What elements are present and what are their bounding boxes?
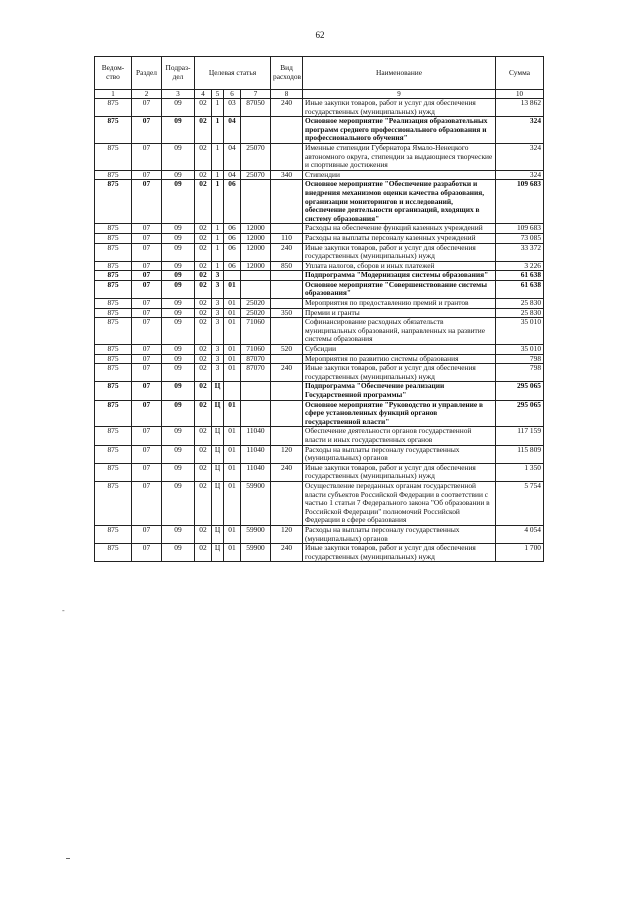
cell-vid-raskhodov: 240 xyxy=(271,243,303,261)
cell-razdel: 07 xyxy=(132,261,162,271)
cell-tselevaya-3: 01 xyxy=(224,400,241,427)
cell-tselevaya-2: 3 xyxy=(212,271,224,281)
cell-razdel: 07 xyxy=(132,243,162,261)
column-number: 9 xyxy=(303,90,496,99)
cell-razdel: 07 xyxy=(132,170,162,180)
cell-naimenovanie: Иные закупки товаров, работ и услуг для обеспечения государственных (муниципальных) нужд xyxy=(303,463,496,481)
cell-tselevaya-4: 59900 xyxy=(241,525,271,543)
table-row xyxy=(95,427,544,445)
cell-vid-raskhodov: 120 xyxy=(271,525,303,543)
cell-tselevaya-1: 02 xyxy=(195,271,212,281)
cell-tselevaya-4: 25020 xyxy=(241,308,271,318)
cell-summa: 35 010 xyxy=(496,345,544,355)
cell-vedomstvo: 875 xyxy=(95,261,132,271)
cell-podrazdel: 09 xyxy=(162,280,195,298)
cell-tselevaya-4 xyxy=(241,280,271,298)
cell-naimenovanie: Расходы на обеспечение функций казенных учреждений xyxy=(303,224,496,234)
cell-podrazdel: 09 xyxy=(162,261,195,271)
cell-vid-raskhodov xyxy=(271,143,303,170)
column-number: 10 xyxy=(496,90,544,99)
col-header-tselevaya-statya: Целевая статья xyxy=(195,57,271,90)
cell-summa: 1 700 xyxy=(496,544,544,562)
cell-naimenovanie: Основное мероприятие "Реализация образовательных программ среднего профессионального образования и профессионального обучения" xyxy=(303,117,496,144)
cell-tselevaya-1: 02 xyxy=(195,364,212,382)
cell-summa: 61 638 xyxy=(496,280,544,298)
table-row xyxy=(95,299,544,309)
cell-podrazdel: 09 xyxy=(162,364,195,382)
table-row xyxy=(95,445,544,463)
cell-tselevaya-4: 59900 xyxy=(241,481,271,525)
col-header-naimenovanie: Наименование xyxy=(303,57,496,90)
cell-tselevaya-1: 02 xyxy=(195,481,212,525)
cell-vid-raskhodov xyxy=(271,299,303,309)
column-number: 4 xyxy=(195,90,212,99)
cell-tselevaya-2: 3 xyxy=(212,280,224,298)
cell-vedomstvo: 875 xyxy=(95,243,132,261)
cell-tselevaya-3: 04 xyxy=(224,170,241,180)
table-row xyxy=(95,463,544,481)
dot-icon xyxy=(66,858,70,859)
cell-summa: 295 065 xyxy=(496,400,544,427)
table-row xyxy=(95,525,544,543)
cell-vedomstvo: 875 xyxy=(95,463,132,481)
cell-podrazdel: 09 xyxy=(162,180,195,224)
cell-vedomstvo: 875 xyxy=(95,354,132,364)
cell-tselevaya-1: 02 xyxy=(195,400,212,427)
cell-tselevaya-3 xyxy=(224,382,241,400)
table-row xyxy=(95,224,544,234)
cell-razdel: 07 xyxy=(132,224,162,234)
cell-vid-raskhodov xyxy=(271,427,303,445)
cell-tselevaya-3: 01 xyxy=(224,345,241,355)
cell-vid-raskhodov: 240 xyxy=(271,364,303,382)
cell-tselevaya-1: 02 xyxy=(195,544,212,562)
cell-tselevaya-2: 1 xyxy=(212,180,224,224)
cell-tselevaya-2: 1 xyxy=(212,117,224,144)
cell-naimenovanie: Подпрограмма "Модернизация системы образования" xyxy=(303,271,496,281)
cell-summa: 295 065 xyxy=(496,382,544,400)
cell-razdel: 07 xyxy=(132,117,162,144)
cell-tselevaya-2: Ц xyxy=(212,481,224,525)
cell-tselevaya-2: 3 xyxy=(212,354,224,364)
cell-tselevaya-1: 02 xyxy=(195,525,212,543)
cell-naimenovanie: Расходы на выплаты персоналу государственных (муниципальных) органов xyxy=(303,525,496,543)
cell-vid-raskhodov: 120 xyxy=(271,445,303,463)
cell-tselevaya-2: 3 xyxy=(212,345,224,355)
cell-naimenovanie: Софинансирование расходных обязательств муниципальных образований, направленных на развитие системы образования xyxy=(303,318,496,345)
budget-table xyxy=(94,56,544,562)
cell-tselevaya-3: 01 xyxy=(224,544,241,562)
cell-vedomstvo: 875 xyxy=(95,180,132,224)
col-header-razdel: Раздел xyxy=(132,57,162,90)
cell-vid-raskhodov xyxy=(271,224,303,234)
table-row xyxy=(95,180,544,224)
cell-summa: 13 862 xyxy=(496,99,544,117)
cell-tselevaya-2: 3 xyxy=(212,318,224,345)
cell-razdel: 07 xyxy=(132,354,162,364)
cell-naimenovanie: Расходы на выплаты персоналу казенных учреждений xyxy=(303,233,496,243)
cell-tselevaya-3: 06 xyxy=(224,261,241,271)
cell-tselevaya-2: 3 xyxy=(212,364,224,382)
cell-razdel: 07 xyxy=(132,233,162,243)
cell-podrazdel: 09 xyxy=(162,170,195,180)
cell-vedomstvo: 875 xyxy=(95,318,132,345)
cell-summa: 73 085 xyxy=(496,233,544,243)
cell-tselevaya-1: 02 xyxy=(195,261,212,271)
column-number: 7 xyxy=(241,90,271,99)
cell-tselevaya-3: 06 xyxy=(224,243,241,261)
cell-vid-raskhodov xyxy=(271,382,303,400)
cell-tselevaya-2: Ц xyxy=(212,463,224,481)
cell-vid-raskhodov: 240 xyxy=(271,99,303,117)
cell-naimenovanie: Подпрограмма "Обеспечение реализации Государственной программы" xyxy=(303,382,496,400)
cell-podrazdel: 09 xyxy=(162,233,195,243)
cell-podrazdel: 09 xyxy=(162,143,195,170)
cell-tselevaya-2: 1 xyxy=(212,233,224,243)
cell-vid-raskhodov: 240 xyxy=(271,463,303,481)
cell-razdel: 07 xyxy=(132,180,162,224)
cell-tselevaya-3: 01 xyxy=(224,308,241,318)
cell-tselevaya-2: 1 xyxy=(212,170,224,180)
cell-summa: 798 xyxy=(496,354,544,364)
cell-vedomstvo: 875 xyxy=(95,143,132,170)
cell-tselevaya-4: 71060 xyxy=(241,318,271,345)
cell-tselevaya-2: 1 xyxy=(212,243,224,261)
cell-tselevaya-1: 02 xyxy=(195,143,212,170)
cell-podrazdel: 09 xyxy=(162,427,195,445)
cell-razdel: 07 xyxy=(132,427,162,445)
cell-vid-raskhodov xyxy=(271,180,303,224)
cell-vid-raskhodov xyxy=(271,318,303,345)
cell-tselevaya-4: 12000 xyxy=(241,243,271,261)
cell-podrazdel: 09 xyxy=(162,243,195,261)
cell-vid-raskhodov: 850 xyxy=(271,261,303,271)
cell-tselevaya-1: 02 xyxy=(195,318,212,345)
cell-tselevaya-4 xyxy=(241,180,271,224)
cell-naimenovanie: Премии и гранты xyxy=(303,308,496,318)
cell-vedomstvo: 875 xyxy=(95,525,132,543)
cell-vedomstvo: 875 xyxy=(95,345,132,355)
cell-vedomstvo: 875 xyxy=(95,271,132,281)
cell-razdel: 07 xyxy=(132,364,162,382)
cell-vedomstvo: 875 xyxy=(95,117,132,144)
cell-summa: 25 830 xyxy=(496,299,544,309)
cell-razdel: 07 xyxy=(132,400,162,427)
cell-tselevaya-4: 11040 xyxy=(241,463,271,481)
cell-tselevaya-1: 02 xyxy=(195,280,212,298)
cell-naimenovanie: Стипендии xyxy=(303,170,496,180)
cell-podrazdel: 09 xyxy=(162,117,195,144)
cell-naimenovanie: Именные стипендии Губернатора Ямало-Ненецкого автономного округа, стипендии за выдающиеся творческие и спортивные достижения xyxy=(303,143,496,170)
cell-tselevaya-4: 11040 xyxy=(241,445,271,463)
cell-tselevaya-2: Ц xyxy=(212,544,224,562)
cell-tselevaya-2: 1 xyxy=(212,224,224,234)
cell-tselevaya-4: 25020 xyxy=(241,299,271,309)
cell-tselevaya-4 xyxy=(241,117,271,144)
cell-vedomstvo: 875 xyxy=(95,481,132,525)
cell-podrazdel: 09 xyxy=(162,525,195,543)
cell-vid-raskhodov xyxy=(271,271,303,281)
col-header-vid-raskhodov: Вид расходов xyxy=(271,57,303,90)
cell-vedomstvo: 875 xyxy=(95,99,132,117)
cell-tselevaya-4: 11040 xyxy=(241,427,271,445)
cell-vid-raskhodov xyxy=(271,481,303,525)
cell-naimenovanie: Расходы на выплаты персоналу государственных (муниципальных) органов xyxy=(303,445,496,463)
cell-tselevaya-1: 02 xyxy=(195,463,212,481)
cell-vid-raskhodov xyxy=(271,117,303,144)
cell-tselevaya-3: 06 xyxy=(224,180,241,224)
cell-tselevaya-4: 12000 xyxy=(241,261,271,271)
cell-vid-raskhodov xyxy=(271,280,303,298)
col-header-vedomstvo: Ведом- ство xyxy=(95,57,132,90)
cell-razdel: 07 xyxy=(132,345,162,355)
cell-podrazdel: 09 xyxy=(162,354,195,364)
cell-tselevaya-3: 01 xyxy=(224,463,241,481)
column-number: 3 xyxy=(162,90,195,99)
cell-tselevaya-3: 01 xyxy=(224,299,241,309)
cell-naimenovanie: Основное мероприятие "Совершенствование системы образования" xyxy=(303,280,496,298)
cell-naimenovanie: Иные закупки товаров, работ и услуг для обеспечения государственных (муниципальных) нужд xyxy=(303,243,496,261)
table-row xyxy=(95,544,544,562)
cell-tselevaya-1: 02 xyxy=(195,382,212,400)
cell-tselevaya-1: 02 xyxy=(195,308,212,318)
col-header-summa: Сумма xyxy=(496,57,544,90)
cell-summa: 1 350 xyxy=(496,463,544,481)
table-row xyxy=(95,233,544,243)
cell-tselevaya-1: 02 xyxy=(195,243,212,261)
cell-summa: 115 809 xyxy=(496,445,544,463)
table-row xyxy=(95,382,544,400)
cell-naimenovanie: Основное мероприятие "Руководство и управление в сфере установленных функций органов государственной власти" xyxy=(303,400,496,427)
cell-vedomstvo: 875 xyxy=(95,308,132,318)
cell-tselevaya-1: 02 xyxy=(195,427,212,445)
cell-razdel: 07 xyxy=(132,280,162,298)
cell-summa: 117 159 xyxy=(496,427,544,445)
cell-tselevaya-2: Ц xyxy=(212,445,224,463)
cell-tselevaya-1: 02 xyxy=(195,170,212,180)
cell-tselevaya-3: 01 xyxy=(224,427,241,445)
cell-naimenovanie: Иные закупки товаров, работ и услуг для обеспечения государственных (муниципальных) нужд xyxy=(303,99,496,117)
cell-summa: 5 754 xyxy=(496,481,544,525)
cell-podrazdel: 09 xyxy=(162,544,195,562)
cell-podrazdel: 09 xyxy=(162,445,195,463)
cell-razdel: 07 xyxy=(132,143,162,170)
cell-podrazdel: 09 xyxy=(162,345,195,355)
cell-vedomstvo: 875 xyxy=(95,299,132,309)
cell-naimenovanie: Иные закупки товаров, работ и услуг для обеспечения государственных (муниципальных) нужд xyxy=(303,364,496,382)
cell-tselevaya-3: 01 xyxy=(224,525,241,543)
cell-vid-raskhodov: 520 xyxy=(271,345,303,355)
table-header-row xyxy=(95,57,544,90)
cell-tselevaya-3: 01 xyxy=(224,445,241,463)
cell-naimenovanie: Иные закупки товаров, работ и услуг для обеспечения государственных (муниципальных) нужд xyxy=(303,544,496,562)
cell-vedomstvo: 875 xyxy=(95,544,132,562)
cell-podrazdel: 09 xyxy=(162,463,195,481)
cell-razdel: 07 xyxy=(132,299,162,309)
cell-naimenovanie: Мероприятия по развитию системы образования xyxy=(303,354,496,364)
cell-razdel: 07 xyxy=(132,99,162,117)
cell-summa: 25 830 xyxy=(496,308,544,318)
cell-podrazdel: 09 xyxy=(162,308,195,318)
cell-summa: 109 683 xyxy=(496,224,544,234)
cell-tselevaya-2: Ц xyxy=(212,427,224,445)
cell-razdel: 07 xyxy=(132,463,162,481)
cell-tselevaya-4: 25070 xyxy=(241,143,271,170)
cell-vid-raskhodov: 110 xyxy=(271,233,303,243)
cell-tselevaya-4 xyxy=(241,400,271,427)
cell-tselevaya-2: 1 xyxy=(212,261,224,271)
cell-razdel: 07 xyxy=(132,525,162,543)
table-row xyxy=(95,243,544,261)
column-number: 6 xyxy=(224,90,241,99)
table-row xyxy=(95,143,544,170)
table-row xyxy=(95,318,544,345)
cell-tselevaya-4: 12000 xyxy=(241,224,271,234)
cell-tselevaya-3: 04 xyxy=(224,117,241,144)
cell-tselevaya-1: 02 xyxy=(195,354,212,364)
cell-tselevaya-3: 01 xyxy=(224,364,241,382)
cell-tselevaya-3: 01 xyxy=(224,280,241,298)
cell-vedomstvo: 875 xyxy=(95,170,132,180)
cell-tselevaya-3: 01 xyxy=(224,481,241,525)
cell-razdel: 07 xyxy=(132,544,162,562)
cell-tselevaya-4 xyxy=(241,271,271,281)
cell-vid-raskhodov: 240 xyxy=(271,544,303,562)
cell-vedomstvo: 875 xyxy=(95,445,132,463)
cell-tselevaya-4: 87070 xyxy=(241,354,271,364)
cell-tselevaya-3: 06 xyxy=(224,224,241,234)
table-row xyxy=(95,271,544,281)
cell-tselevaya-4: 12000 xyxy=(241,233,271,243)
cell-vid-raskhodov: 350 xyxy=(271,308,303,318)
table-row xyxy=(95,364,544,382)
cell-tselevaya-4: 87070 xyxy=(241,364,271,382)
cell-tselevaya-1: 02 xyxy=(195,99,212,117)
cell-summa: 35 010 xyxy=(496,318,544,345)
scan-mark: - xyxy=(62,606,65,615)
cell-vedomstvo: 875 xyxy=(95,224,132,234)
cell-tselevaya-1: 02 xyxy=(195,233,212,243)
cell-razdel: 07 xyxy=(132,271,162,281)
cell-tselevaya-4: 87050 xyxy=(241,99,271,117)
table-row xyxy=(95,280,544,298)
cell-tselevaya-1: 02 xyxy=(195,345,212,355)
cell-summa: 3 226 xyxy=(496,261,544,271)
table-row xyxy=(95,481,544,525)
cell-vedomstvo: 875 xyxy=(95,233,132,243)
table-row xyxy=(95,99,544,117)
cell-tselevaya-1: 02 xyxy=(195,224,212,234)
cell-tselevaya-3: 06 xyxy=(224,233,241,243)
col-header-podrazdel: Подраз- дел xyxy=(162,57,195,90)
cell-podrazdel: 09 xyxy=(162,299,195,309)
page-number: 62 xyxy=(315,30,325,40)
cell-tselevaya-4: 71060 xyxy=(241,345,271,355)
cell-tselevaya-3: 01 xyxy=(224,354,241,364)
cell-naimenovanie: Основное мероприятие "Обеспечение разработки и внедрения механизмов оценки качества образования, организации мониторингов и исследований, обеспечение деятельности организаций, входящих в систему образования" xyxy=(303,180,496,224)
column-number: 2 xyxy=(132,90,162,99)
cell-tselevaya-3 xyxy=(224,271,241,281)
cell-podrazdel: 09 xyxy=(162,271,195,281)
cell-tselevaya-2: Ц xyxy=(212,400,224,427)
cell-summa: 4 054 xyxy=(496,525,544,543)
cell-vedomstvo: 875 xyxy=(95,382,132,400)
cell-tselevaya-4: 25070 xyxy=(241,170,271,180)
cell-tselevaya-1: 02 xyxy=(195,299,212,309)
cell-podrazdel: 09 xyxy=(162,400,195,427)
cell-tselevaya-2: 3 xyxy=(212,308,224,318)
cell-tselevaya-1: 02 xyxy=(195,117,212,144)
cell-summa: 61 638 xyxy=(496,271,544,281)
cell-tselevaya-4 xyxy=(241,382,271,400)
cell-podrazdel: 09 xyxy=(162,99,195,117)
cell-vedomstvo: 875 xyxy=(95,427,132,445)
cell-tselevaya-4: 59900 xyxy=(241,544,271,562)
cell-razdel: 07 xyxy=(132,382,162,400)
column-number: 1 xyxy=(95,90,132,99)
cell-summa: 798 xyxy=(496,364,544,382)
cell-vid-raskhodov xyxy=(271,400,303,427)
cell-summa: 109 683 xyxy=(496,180,544,224)
cell-tselevaya-3: 03 xyxy=(224,99,241,117)
cell-tselevaya-2: Ц xyxy=(212,382,224,400)
cell-naimenovanie: Осуществление переданных органам государственной власти субъектов Российской Федерации в соответствии с частью 1 статьи 7 Федерального закона "Об образовании в Российской Федерации" полномочий Российской Федерации в сфере образования xyxy=(303,481,496,525)
cell-tselevaya-2: 1 xyxy=(212,143,224,170)
cell-razdel: 07 xyxy=(132,445,162,463)
cell-summa: 324 xyxy=(496,143,544,170)
cell-razdel: 07 xyxy=(132,318,162,345)
cell-podrazdel: 09 xyxy=(162,382,195,400)
table-row xyxy=(95,400,544,427)
cell-tselevaya-3: 01 xyxy=(224,318,241,345)
cell-tselevaya-2: 1 xyxy=(212,99,224,117)
cell-tselevaya-2: Ц xyxy=(212,525,224,543)
cell-podrazdel: 09 xyxy=(162,318,195,345)
cell-summa: 324 xyxy=(496,170,544,180)
cell-vedomstvo: 875 xyxy=(95,280,132,298)
cell-tselevaya-1: 02 xyxy=(195,445,212,463)
cell-vid-raskhodov: 340 xyxy=(271,170,303,180)
cell-summa: 324 xyxy=(496,117,544,144)
cell-naimenovanie: Уплата налогов, сборов и иных платежей xyxy=(303,261,496,271)
cell-summa: 33 372 xyxy=(496,243,544,261)
table-row xyxy=(95,117,544,144)
cell-tselevaya-3: 04 xyxy=(224,143,241,170)
cell-vedomstvo: 875 xyxy=(95,400,132,427)
cell-razdel: 07 xyxy=(132,481,162,525)
cell-naimenovanie: Субсидии xyxy=(303,345,496,355)
cell-naimenovanie: Обеспечение деятельности органов государственной власти и иных государственных органов xyxy=(303,427,496,445)
cell-tselevaya-2: 3 xyxy=(212,299,224,309)
cell-razdel: 07 xyxy=(132,308,162,318)
cell-podrazdel: 09 xyxy=(162,481,195,525)
cell-podrazdel: 09 xyxy=(162,224,195,234)
cell-tselevaya-1: 02 xyxy=(195,180,212,224)
cell-vedomstvo: 875 xyxy=(95,364,132,382)
cell-naimenovanie: Мероприятия по предоставлению премий и грантов xyxy=(303,299,496,309)
column-number: 5 xyxy=(212,90,224,99)
table-row xyxy=(95,345,544,355)
column-number: 8 xyxy=(271,90,303,99)
